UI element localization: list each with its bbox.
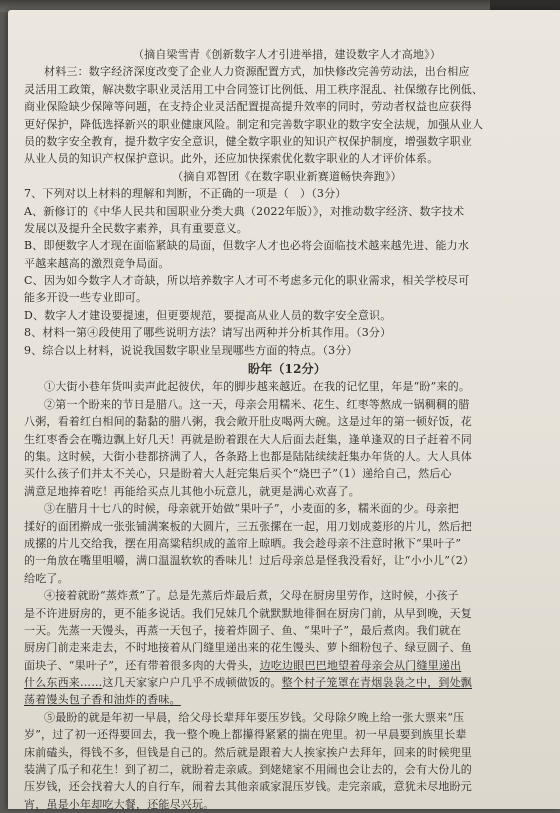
underlined-sentence: 什么东西来…… (24, 676, 103, 690)
paragraph-line: 八粥，看着红白相间的黏黏的腊八粥，我会敞开肚皮喝两大碗。这是过年的第一顿好饭，花 (24, 415, 472, 429)
option-a: A、新修订的《中华人民共和国职业分类大典（2022年版）》，对推动数字经济、数字技术 (24, 204, 465, 218)
paragraph-4 (24, 587, 550, 709)
paragraph-line: 装满了瓜子和花生！到了初二，就盼着走亲戚。到姥姥家不用闹也会让去的，会有大份儿的 (24, 763, 472, 777)
paragraph-line: 给吃了。 (24, 571, 69, 585)
exam-paper (8, 10, 560, 809)
paragraph-line: 买什么孩子们并太不关心，只是盼着大人赶完集后买个“烧巴子”（1）递给自己，然后心 (24, 467, 452, 481)
paragraph-line: 是不许进厨房的，更不能多说话。我们兄妹几个就默默地徘徊在厨房门前，从早到晚，天复 (24, 606, 472, 620)
material-line: 商业保险缺少保障等问题，在支持企业灵活配置提高提升效率的同时，劳动者权益也应获得 (24, 100, 472, 114)
paragraph-line: 厨房门前走来走去，不时地接着从门缝里递出来的花生馒头、萝卜细粉包子、绿豆圆子、鱼 (24, 641, 472, 655)
material-three (24, 63, 550, 167)
source-citation-2: （摘自邓智团《在数字职业新赛道畅快奔跑》） (172, 169, 402, 183)
paragraph-line: 岁”，过了初一还得要回去，我一整个晚上都攥得紧紧的揣在兜里。初一早晨要到族里长辈 (24, 728, 467, 742)
paragraph-line: 生红枣香会在嘴边飘上好几天！再就是盼着跟在大人后面去赶集，逢单逢双的日子赶着不同 (24, 432, 472, 446)
paragraph-line (24, 674, 550, 691)
option-c: C、因为如今数字人才奇缺，所以培养数字人才可不考虑多元化的职业需求，相关学校尽可 (24, 274, 470, 288)
paragraph-5 (24, 709, 550, 813)
paragraph-line: ⑤最盼的就是年初一早晨，给父母长辈拜年要压岁钱。父母除夕晚上给一张大票来“压 (44, 710, 465, 724)
underlined-sentence: 荡着馒头包子香和油炸的香味。 (24, 693, 181, 707)
paragraph-line: 的集。这时候，大街小巷都挤满了人，各条路上也都是陆陆续续赶集办年货的人。大人具体 (24, 449, 472, 463)
paragraph-line: 揉好的面团擀成一张张铺满案板的大圆片，三五张摞在一起，用刀划成菱形的片儿，然后把 (24, 519, 472, 533)
paragraph-line: 一天。先蒸一天馒头，再蒸一天包子，接着炸圆子、鱼、“果叶子”，最后煮肉。我们就在 (24, 623, 462, 637)
paragraph-line: ③在腊月十七八的时候，母亲就开始做“果叶子”，小麦面的多，糯米面的少。母亲把 (44, 502, 459, 516)
paragraph-line: ②第一个盼来的节日是腊八。这一天，母亲会用糯米、花生、红枣等熬成一锅稠稠的腊 (44, 397, 470, 411)
material-line: 材料三：数字经济深度改变了企业人力资源配置方式，加快修改完善劳动法，出台相应 (44, 65, 470, 79)
paragraph-line: 的一角放在嘴里咀嚼，满口温温软软的香味儿！过后母亲总是怪我没看好，让“小小儿”（2） (24, 554, 475, 568)
line-text: 这几天家家户户几乎不成顿做饭的。 (102, 676, 282, 690)
paragraph-line: 压岁钱，还会找着大人的自行车，闹着去其他亲戚家混压岁钱。走完亲戚，意犹未尽地盼元 (24, 780, 472, 794)
article-title: 盼年（12分） (247, 362, 327, 377)
material-line: 更好保护，降低选择新兴的职业健康风险。制定和完善数字职业的数字安全法规，加强从业人 (24, 117, 484, 131)
option-b-cont: 平越来越高的激烈竞争局面。 (24, 256, 170, 270)
material-line: 灵活用工政策，解决数字职业灵活用工中合同签订比例低、用工秩序混乱、社保缴存比例低、 (24, 82, 484, 96)
material-line: 从业人员的知识产权保护意识。此外，还应加快探索优化数字职业的人才评价体系。 (24, 152, 439, 166)
paragraph-3 (24, 500, 550, 587)
paragraph-line (24, 657, 550, 674)
underlined-sentence: 边吃边眼巴巴地望着母亲会从门缝里递出 (259, 658, 462, 672)
material-line: 员的数字安全教育，提升数字安全意识，健全数字职业的知识产权保护制度，增强数字职业 (24, 134, 472, 148)
paragraph-line: 成摞的片儿交给我，摆在用高粱秸织成的盖帘上晾晒。我会趁母亲不注意时揪下“果叶子” (24, 536, 462, 550)
paragraph-line: ④接着就盼“蒸炸煮”了。总是先蒸后炸最后煮，父母在厨房里劳作，这时候，小孩子 (44, 589, 459, 603)
paragraph-1: ①大街小巷年货叫卖声此起彼伏，年的脚步越来越近。在我的记忆里，年是“盼”来的。 (44, 380, 471, 394)
underlined-sentence: 整个村子笼罩在青烟袅袅之中，到处飘 (281, 676, 473, 690)
question-9: 9、综合以上材料，说说我国数字职业呈现哪些方面的特点。（3分） (24, 343, 358, 357)
option-a-cont: 发展以及提升全民数字素养，具有重要意义。 (24, 221, 248, 235)
paragraph-line (24, 691, 550, 708)
question-7: 7、下列对以上材料的理解和判断，不正确的一项是（ ）（3分） (24, 187, 347, 201)
paragraph-line: 床前磕头，得钱不多，但钱是自己的。然后就是跟着大人挨家挨户去拜年，回来的时候兜里 (24, 745, 472, 759)
page-content (24, 46, 550, 813)
paragraph-line: 宵，虽是小年却吃大餐，还能尽兴玩。 (24, 797, 215, 811)
source-citation-1: （摘自梁雪青《创新数字人才引进举措，建设数字人才高地》） (132, 48, 442, 61)
line-text: 面块子、“果叶子”，还有带着很多肉的大骨头， (24, 658, 260, 672)
option-b: B、即便数字人才现在面临紧缺的局面，但数字人才也必将会面临技术越来越先进、能力水 (24, 239, 470, 253)
paragraph-line: 满意足地捧着吃！再能给买点儿其他小玩意儿，就更是满心欢喜了。 (24, 484, 360, 498)
question-8: 8、材料一第④段使用了哪些说明方法？请写出两种并分析其作用。（3分） (24, 326, 392, 340)
option-c-cont: 能多开设一些专业即可。 (24, 291, 148, 305)
paragraph-2 (24, 396, 550, 500)
option-d: D、数字人才建设要提速，但更要规范，要提高从业人员的数字安全意识。 (24, 308, 392, 322)
desk-corner (490, 0, 560, 10)
